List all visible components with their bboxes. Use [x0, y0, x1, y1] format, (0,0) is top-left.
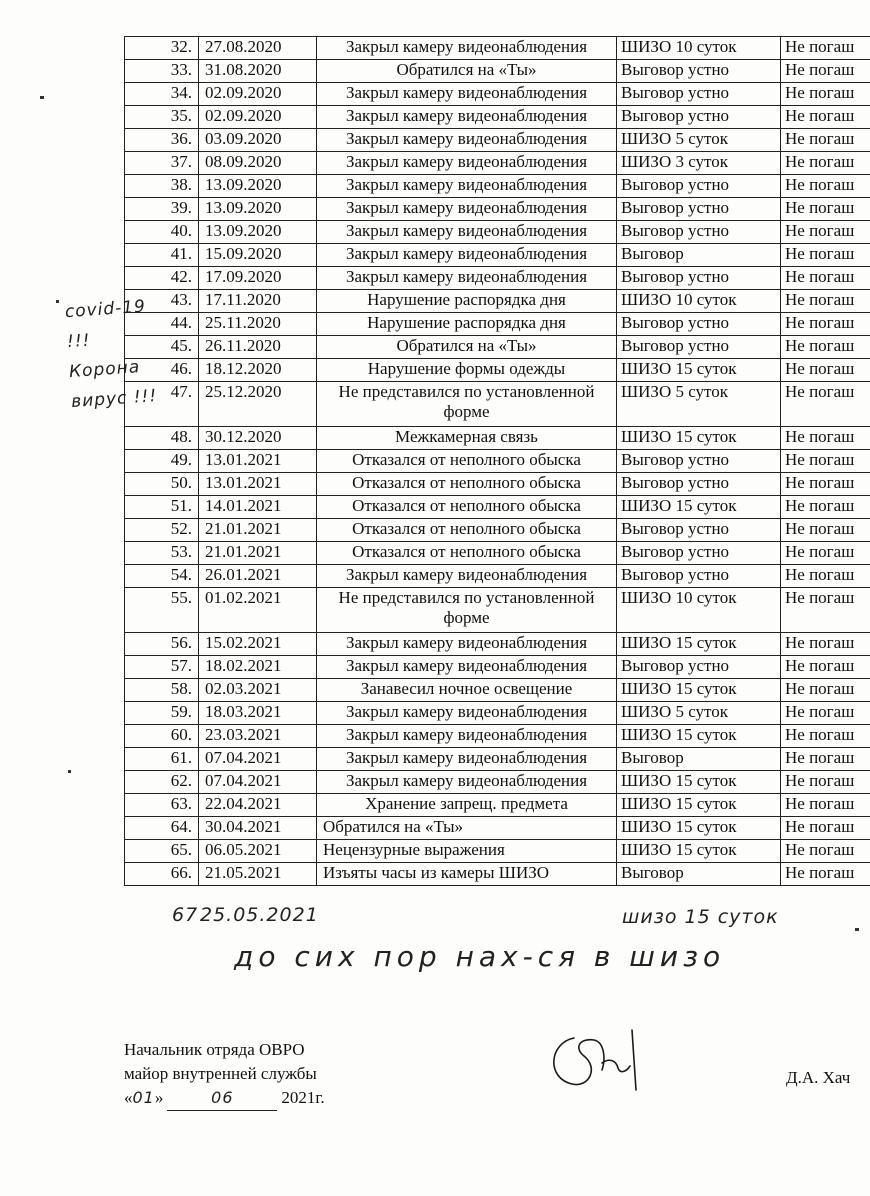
row-status: Не погаш [781, 106, 870, 129]
row-penalty: ШИЗО 15 суток [617, 496, 781, 519]
handwritten-margin-note [64, 291, 162, 417]
row-status: Не погаш [781, 37, 870, 60]
row-date: 07.04.2021 [199, 771, 317, 794]
row-status: Не погаш [781, 633, 870, 656]
row-violation: Закрыл камеру видеонаблюдения [317, 83, 617, 106]
row-penalty: ШИЗО 15 суток [617, 679, 781, 702]
table-row [125, 542, 870, 565]
table-row [125, 748, 870, 771]
table-row [125, 473, 870, 496]
signature-block [124, 1038, 325, 1111]
row-violation: Закрыл камеру видеонаблюдения [317, 725, 617, 748]
table-row [125, 313, 870, 336]
row-status: Не погаш [781, 198, 870, 221]
table-row [125, 565, 870, 588]
row-violation: Закрыл камеру видеонаблюдения [317, 152, 617, 175]
row-date: 01.02.2021 [199, 588, 317, 633]
row-date: 03.09.2020 [199, 129, 317, 152]
row-violation: Нарушение распорядка дня [317, 290, 617, 313]
row-violation: Изъяты часы из камеры ШИЗО [317, 863, 617, 886]
table-row [125, 83, 870, 106]
table-row [125, 702, 870, 725]
row-date: 13.01.2021 [199, 473, 317, 496]
row-status: Не погаш [781, 542, 870, 565]
date-month-line [167, 1086, 277, 1111]
row-status: Не погаш [781, 817, 870, 840]
row-violation: Закрыл камеру видеонаблюдения [317, 633, 617, 656]
row-number: 39. [125, 198, 199, 221]
row-number: 33. [125, 60, 199, 83]
row-penalty: Выговор устно [617, 267, 781, 290]
row-number: 49. [125, 450, 199, 473]
table-row [125, 175, 870, 198]
scan-speck [855, 928, 859, 931]
margin-note-line: Корона [68, 357, 141, 383]
row-status: Не погаш [781, 382, 870, 427]
handwritten-month: 06 [211, 1088, 234, 1107]
table-row [125, 359, 870, 382]
row-penalty: ШИЗО 15 суток [617, 427, 781, 450]
handwritten-note: до сих пор нах-ся в шизо [234, 940, 726, 973]
table-row [125, 336, 870, 359]
row-date: 26.01.2021 [199, 565, 317, 588]
signer-position: Начальник отряда ОВРО [124, 1040, 305, 1059]
row-violation: Отказался от неполного обыска [317, 496, 617, 519]
violations-table [124, 36, 870, 886]
handwritten-row-date: 25.05.2021 [200, 904, 319, 926]
table-row [125, 656, 870, 679]
signer-rank: майор внутренней службы [124, 1064, 317, 1083]
signer-name: Д.А. Хач [786, 1068, 851, 1087]
scan-speck [68, 770, 71, 773]
table-row [125, 840, 870, 863]
row-number: 51. [125, 496, 199, 519]
signature-year: 2021г. [281, 1088, 325, 1107]
row-status: Не погаш [781, 221, 870, 244]
row-penalty: Выговор [617, 863, 781, 886]
table-row [125, 794, 870, 817]
table-row [125, 290, 870, 313]
row-date: 30.12.2020 [199, 427, 317, 450]
row-date: 17.09.2020 [199, 267, 317, 290]
row-status: Не погаш [781, 702, 870, 725]
row-status: Не погаш [781, 863, 870, 886]
table-row [125, 633, 870, 656]
row-penalty: ШИЗО 10 суток [617, 588, 781, 633]
row-violation: Закрыл камеру видеонаблюдения [317, 771, 617, 794]
row-status: Не погаш [781, 427, 870, 450]
row-violation: Закрыл камеру видеонаблюдения [317, 37, 617, 60]
table-row [125, 198, 870, 221]
row-penalty: Выговор устно [617, 106, 781, 129]
row-status: Не погаш [781, 450, 870, 473]
row-penalty: Выговор устно [617, 198, 781, 221]
handwritten-signature [544, 1018, 654, 1098]
table-row [125, 519, 870, 542]
row-penalty: ШИЗО 15 суток [617, 817, 781, 840]
row-number: 53. [125, 542, 199, 565]
row-number: 52. [125, 519, 199, 542]
row-status: Не погаш [781, 748, 870, 771]
row-penalty: Выговор устно [617, 336, 781, 359]
table-row [125, 817, 870, 840]
row-penalty: ШИЗО 10 суток [617, 290, 781, 313]
row-violation: Закрыл камеру видеонаблюдения [317, 267, 617, 290]
row-status: Не погаш [781, 496, 870, 519]
row-status: Не погаш [781, 588, 870, 633]
row-penalty: Выговор устно [617, 313, 781, 336]
table-row [125, 129, 870, 152]
row-penalty: Выговор устно [617, 60, 781, 83]
row-number: 43. [125, 290, 199, 313]
row-penalty: ШИЗО 15 суток [617, 725, 781, 748]
row-number: 61. [125, 748, 199, 771]
row-status: Не погаш [781, 771, 870, 794]
row-date: 18.02.2021 [199, 656, 317, 679]
row-status: Не погаш [781, 519, 870, 542]
row-violation: Нарушение формы одежды [317, 359, 617, 382]
row-number: 66. [125, 863, 199, 886]
row-date: 02.09.2020 [199, 83, 317, 106]
row-date: 30.04.2021 [199, 817, 317, 840]
row-penalty: Выговор устно [617, 221, 781, 244]
row-date: 15.02.2021 [199, 633, 317, 656]
row-status: Не погаш [781, 244, 870, 267]
row-date: 27.08.2020 [199, 37, 317, 60]
row-violation: Хранение запрещ. предмета [317, 794, 617, 817]
row-violation: Закрыл камеру видеонаблюдения [317, 175, 617, 198]
row-penalty: Выговор устно [617, 542, 781, 565]
row-date: 22.04.2021 [199, 794, 317, 817]
table-row [125, 771, 870, 794]
table-row [125, 496, 870, 519]
row-penalty: Выговор [617, 748, 781, 771]
row-number: 64. [125, 817, 199, 840]
row-number: 42. [125, 267, 199, 290]
row-penalty: ШИЗО 15 суток [617, 840, 781, 863]
row-date: 21.01.2021 [199, 519, 317, 542]
row-penalty: ШИЗО 5 суток [617, 129, 781, 152]
row-number: 48. [125, 427, 199, 450]
row-status: Не погаш [781, 725, 870, 748]
row-penalty: Выговор устно [617, 175, 781, 198]
table-row [125, 37, 870, 60]
row-penalty: ШИЗО 15 суток [617, 794, 781, 817]
row-status: Не погаш [781, 60, 870, 83]
row-number: 34. [125, 83, 199, 106]
row-violation: Обратился на «Ты» [317, 60, 617, 83]
row-status: Не погаш [781, 290, 870, 313]
row-date: 13.09.2020 [199, 175, 317, 198]
row-penalty: ШИЗО 15 суток [617, 359, 781, 382]
row-violation: Не представился по установленной форме [317, 588, 617, 633]
row-number: 41. [125, 244, 199, 267]
row-date: 23.03.2021 [199, 725, 317, 748]
row-penalty: ШИЗО 15 суток [617, 771, 781, 794]
row-status: Не погаш [781, 473, 870, 496]
row-violation: Закрыл камеру видеонаблюдения [317, 244, 617, 267]
scan-speck [40, 96, 44, 99]
table-row [125, 382, 870, 427]
row-date: 13.09.2020 [199, 198, 317, 221]
table-row [125, 679, 870, 702]
row-status: Не погаш [781, 679, 870, 702]
row-penalty: ШИЗО 5 суток [617, 702, 781, 725]
table-row [125, 267, 870, 290]
row-date: 02.09.2020 [199, 106, 317, 129]
row-penalty: Выговор устно [617, 83, 781, 106]
row-violation: Обратился на «Ты» [317, 817, 617, 840]
row-number: 54. [125, 565, 199, 588]
row-violation: Закрыл камеру видеонаблюдения [317, 702, 617, 725]
row-penalty: Выговор устно [617, 450, 781, 473]
row-date: 17.11.2020 [199, 290, 317, 313]
row-status: Не погаш [781, 359, 870, 382]
handwritten-row-penalty: шизо 15 суток [622, 906, 779, 928]
row-status: Не погаш [781, 152, 870, 175]
row-violation: Закрыл камеру видеонаблюдения [317, 565, 617, 588]
row-date: 08.09.2020 [199, 152, 317, 175]
table-row [125, 427, 870, 450]
row-number: 40. [125, 221, 199, 244]
table-row [125, 60, 870, 83]
signature-date: «01» 06 2021г. [124, 1086, 325, 1111]
row-status: Не погаш [781, 313, 870, 336]
row-date: 21.05.2021 [199, 863, 317, 886]
row-number: 65. [125, 840, 199, 863]
row-penalty: ШИЗО 3 суток [617, 152, 781, 175]
row-violation: Отказался от неполного обыска [317, 519, 617, 542]
row-number: 36. [125, 129, 199, 152]
row-number: 59. [125, 702, 199, 725]
row-status: Не погаш [781, 129, 870, 152]
row-number: 46. [125, 359, 199, 382]
row-violation: Межкамерная связь [317, 427, 617, 450]
row-date: 31.08.2020 [199, 60, 317, 83]
row-date: 02.03.2021 [199, 679, 317, 702]
row-date: 15.09.2020 [199, 244, 317, 267]
row-date: 25.12.2020 [199, 382, 317, 427]
row-status: Не погаш [781, 175, 870, 198]
table-row [125, 221, 870, 244]
row-number: 63. [125, 794, 199, 817]
row-penalty: ШИЗО 5 суток [617, 382, 781, 427]
row-date: 21.01.2021 [199, 542, 317, 565]
row-date: 06.05.2021 [199, 840, 317, 863]
row-number: 55. [125, 588, 199, 633]
row-number: 38. [125, 175, 199, 198]
row-violation: Отказался от неполного обыска [317, 542, 617, 565]
table-row [125, 152, 870, 175]
handwritten-row-number: 67 [172, 904, 199, 926]
margin-note-line: вирус !!! [70, 386, 158, 413]
row-penalty: Выговор устно [617, 519, 781, 542]
row-violation: Закрыл камеру видеонаблюдения [317, 656, 617, 679]
handwritten-day: 01 [132, 1088, 155, 1107]
row-date: 13.01.2021 [199, 450, 317, 473]
row-penalty: Выговор [617, 244, 781, 267]
row-number: 56. [125, 633, 199, 656]
row-violation: Не представился по установленной форме [317, 382, 617, 427]
row-penalty: ШИЗО 15 суток [617, 633, 781, 656]
row-penalty: Выговор устно [617, 473, 781, 496]
row-number: 35. [125, 106, 199, 129]
row-date: 25.11.2020 [199, 313, 317, 336]
row-status: Не погаш [781, 267, 870, 290]
margin-note-line: covid-19 !!! [64, 296, 147, 353]
row-violation: Закрыл камеру видеонаблюдения [317, 129, 617, 152]
row-status: Не погаш [781, 83, 870, 106]
row-violation: Закрыл камеру видеонаблюдения [317, 221, 617, 244]
table-row [125, 588, 870, 633]
scan-speck [56, 300, 59, 303]
row-violation: Отказался от неполного обыска [317, 473, 617, 496]
table-row [125, 244, 870, 267]
row-penalty: Выговор устно [617, 565, 781, 588]
row-number: 32. [125, 37, 199, 60]
row-date: 26.11.2020 [199, 336, 317, 359]
table-row [125, 863, 870, 886]
row-number: 58. [125, 679, 199, 702]
row-number: 45. [125, 336, 199, 359]
row-violation: Нарушение распорядка дня [317, 313, 617, 336]
row-date: 18.03.2021 [199, 702, 317, 725]
row-date: 07.04.2021 [199, 748, 317, 771]
row-number: 57. [125, 656, 199, 679]
row-status: Не погаш [781, 336, 870, 359]
row-violation: Отказался от неполного обыска [317, 450, 617, 473]
row-violation: Занавесил ночное освещение [317, 679, 617, 702]
table-row [125, 725, 870, 748]
row-number: 60. [125, 725, 199, 748]
row-violation: Закрыл камеру видеонаблюдения [317, 106, 617, 129]
row-status: Не погаш [781, 794, 870, 817]
row-status: Не погаш [781, 565, 870, 588]
row-penalty: Выговор устно [617, 656, 781, 679]
row-violation: Нецензурные выражения [317, 840, 617, 863]
violations-table-body [125, 37, 870, 886]
row-number: 44. [125, 313, 199, 336]
row-number: 62. [125, 771, 199, 794]
row-violation: Обратился на «Ты» [317, 336, 617, 359]
row-violation: Закрыл камеру видеонаблюдения [317, 748, 617, 771]
table-row [125, 106, 870, 129]
row-date: 18.12.2020 [199, 359, 317, 382]
row-status: Не погаш [781, 840, 870, 863]
row-violation: Закрыл камеру видеонаблюдения [317, 198, 617, 221]
row-status: Не погаш [781, 656, 870, 679]
row-number: 47. [125, 382, 199, 427]
row-number: 50. [125, 473, 199, 496]
table-row [125, 450, 870, 473]
row-penalty: ШИЗО 10 суток [617, 37, 781, 60]
row-number: 37. [125, 152, 199, 175]
row-date: 13.09.2020 [199, 221, 317, 244]
row-date: 14.01.2021 [199, 496, 317, 519]
